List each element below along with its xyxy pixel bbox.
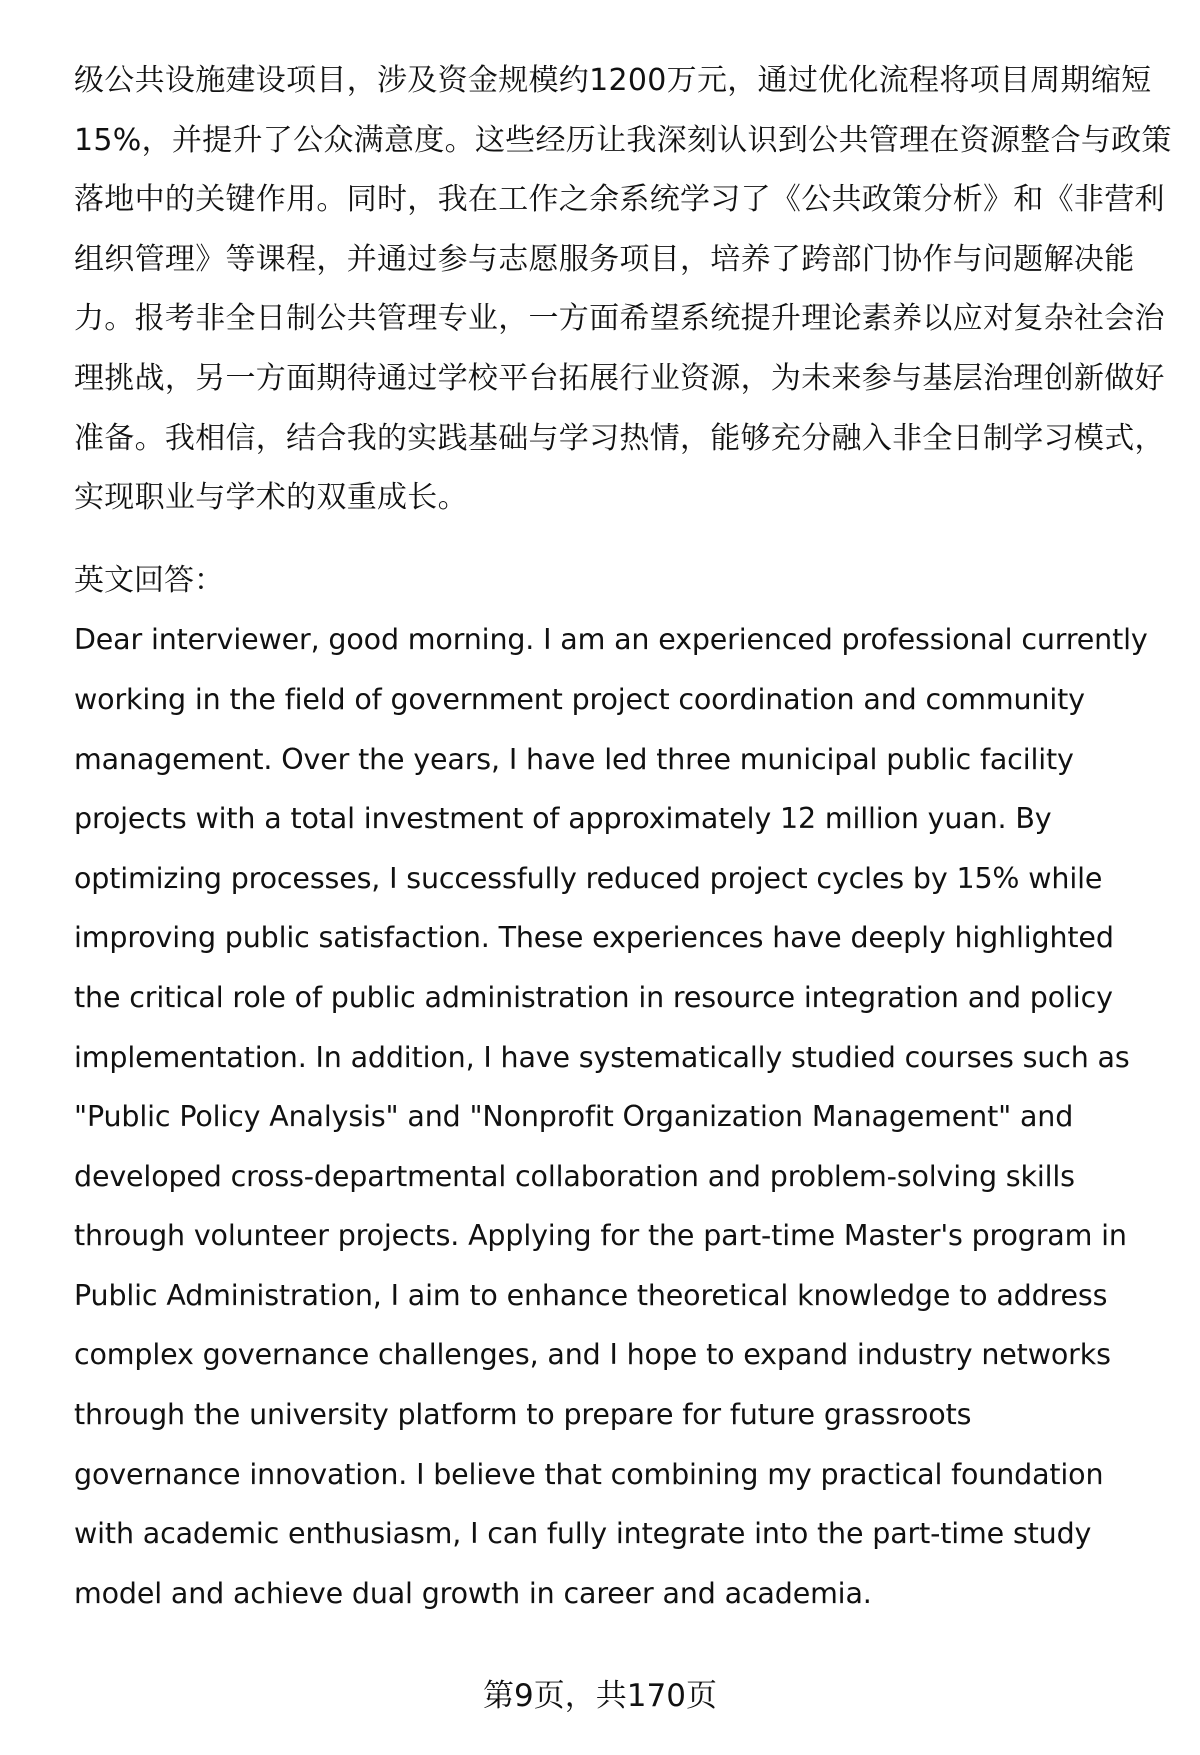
paragraph-line: developed cross-departmental collaboration and problem-solving skills	[74, 1159, 1075, 1193]
paragraph-line: through volunteer projects. Applying for the part-time Master's program in	[74, 1219, 1127, 1253]
paragraph-line: optimizing processes, I successfully reduced project cycles by 15% while	[74, 861, 1103, 895]
paragraph-line: governance innovation. I believe that combining my practical foundation	[74, 1457, 1104, 1491]
paragraph-line: the critical role of public administration in resource integration and policy	[74, 980, 1113, 1014]
english-answer-paragraph	[74, 610, 1154, 1623]
paragraph-line: 实现职业与学术的双重成长。	[74, 480, 468, 516]
paragraph-line: 15%，并提升了公众满意度。这些经历让我深刻认识到公共管理在资源整合与政策	[74, 122, 1172, 158]
paragraph-line: Public Administration, I aim to enhance theoretical knowledge to address	[74, 1278, 1108, 1312]
paragraph-line: improving public satisfaction. These experiences have deeply highlighted	[74, 921, 1114, 955]
paragraph-gap	[74, 528, 1154, 551]
paragraph-line: complex governance challenges, and I hope to expand industry networks	[74, 1338, 1111, 1372]
paragraph-line: 组织管理》等课程，并通过参与志愿服务项目，培养了跨部门协作与问题解决能	[74, 241, 1135, 277]
paragraph-line: projects with a total investment of approximately 12 million yuan. By	[74, 802, 1052, 836]
paragraph-line: 准备。我相信，结合我的实践基础与学习热情，能够充分融入非全日制学习模式，	[74, 420, 1165, 456]
paragraph-line: working in the field of government project coordination and community	[74, 682, 1085, 716]
paragraph-line: implementation. In addition, I have systematically studied courses such as	[74, 1040, 1130, 1074]
paragraph-line: 落地中的关键作用。同时，我在工作之余系统学习了《公共政策分析》和《非营利	[74, 182, 1165, 218]
page-number-footer: 第9页，共170页	[483, 1678, 717, 1714]
paragraph-line: 力。报考非全日制公共管理专业，一方面希望系统提升理论素养以应对复杂社会治	[74, 301, 1165, 337]
paragraph-line: Dear interviewer, good morning. I am an experienced professional currently	[74, 623, 1148, 657]
paragraph-line: "Public Policy Analysis" and "Nonprofit Organization Management" and	[74, 1100, 1074, 1134]
chinese-answer-paragraph	[74, 51, 1172, 528]
english-answer-label: 英文回答：	[74, 562, 224, 598]
paragraph-line: 理挑战，另一方面期待通过学校平台拓展行业资源，为未来参与基层治理创新做好	[74, 360, 1165, 396]
paragraph-line: with academic enthusiasm, I can fully integrate into the part-time study	[74, 1517, 1092, 1551]
paragraph-line: model and achieve dual growth in career and academia.	[74, 1576, 872, 1610]
paragraph-line: 级公共设施建设项目，涉及资金规模约1200万元，通过优化流程将项目周期缩短	[74, 63, 1152, 98]
paragraph-line: management. Over the years, I have led three municipal public facility	[74, 742, 1074, 776]
paragraph-line: through the university platform to prepare for future grassroots	[74, 1398, 972, 1432]
document-body	[74, 51, 1172, 1623]
